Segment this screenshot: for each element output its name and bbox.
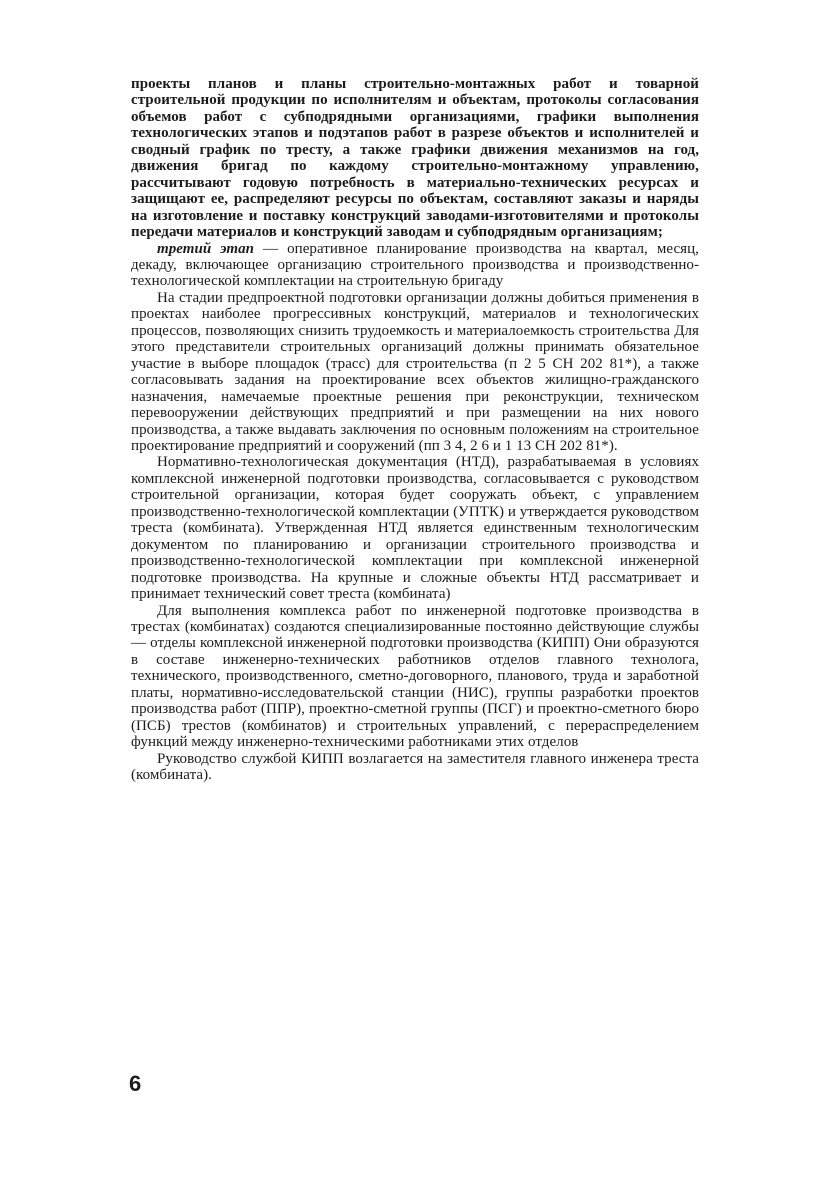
paragraph-2-lead: третий этап	[157, 240, 255, 257]
paragraph-5-text: Для выполнения комплекса работ по инженерной подготовке производства в трестах (комбинатах) создаются специализированные постоянно действующие службы — отделы комплексной инженерной подготовки производства (КИПП) Они образуются в составе инженерно-технических работников отделов главного технолога, технического, производственного, сметно-договорного, планового, труда и заработной платы, нормативно-исследовательской станции (НИС), группы разработки проектов производства работ (ППР), проектно-сметной группы (ПСГ) и проектно-сметного бюро (ПСБ) трестов (комбинатов) и строительных управлений, с перераспределением функций между инженерно-техническими работниками этих отделов	[131, 602, 699, 751]
document-page	[131, 76, 699, 783]
paragraph-1-text: проекты планов и планы строительно-монтажных работ и товарной строительной продукции по исполнителям и объектам, протоколы согласования объемов работ с субподрядными организациями, графики выполнения технологических этапов и подэтапов работ в разрезе объектов и исполнителей и сводный график по тресту, а также графики движения механизмов на год, движения бригад по каждому строительно-монтажному управлению, рассчитывают годовую потребность в материально-технических ресурсах и защищают ее, распределяют ресурсы по объектам, составляют заказы и наряды на изготовление и поставку конструкций заводами-изготовителями и протоколы передачи материалов и конструкций заводам и субподрядным организациям;	[131, 76, 699, 241]
paragraph-3	[131, 290, 699, 455]
paragraph-3-text: На стадии предпроектной подготовки организации должны добиться применения в проектах наиболее прогрессивных конструкций, материалов и технологических процессов, позволяющих снизить трудоемкость и материалоемкость строительства Для этого представители строительных организаций должны принимать обязательное участие в выборе площадок (трасс) для строительства (п 2 5 СН 202 81*), а также согласовывать задания на проектирование всех объектов жилищно-гражданского назначения, намечаемые проектные решения при реконструкции, техническом перевооружении действующих предприятий и при размещении на них нового производства, а также выдавать заключения по основным положениям на строительное проектирование предприятий и сооружений (пп 3 4, 2 6 и 1 13 СН 202 81*).	[131, 289, 699, 454]
page-number: 6	[129, 1071, 142, 1096]
paragraph-6	[131, 751, 699, 784]
paragraph-2	[131, 241, 699, 290]
paragraph-1	[131, 76, 699, 241]
paragraph-5	[131, 603, 699, 751]
paragraph-4	[131, 454, 699, 602]
paragraph-4-text: Нормативно-технологическая документация (НТД), разрабатываемая в условиях комплексной инженерной подготовки производства, согласовывается с руководством строительной организации, которая будет сооружать объект, с управлением производственно-технологической комплектации (УПТК) и утверждается руководством треста (комбината). Утвержденная НТД является единственным технологическим документом по планированию и организации строительного производства и производственно-технологической комплектации при комплексной инженерной подготовке производства. На крупные и сложные объекты НТД рассматривает и принимает технический совет треста (комбината)	[131, 454, 699, 603]
paragraph-6-text: Руководство службой КИПП возлагается на заместителя главного инженера треста (комбината).	[131, 750, 699, 784]
paragraph-2-text: — оперативное планирование производства на квартал, месяц, декаду, включающее организацию строительного производства и производственно-технологической комплектации на строительную бригаду	[131, 240, 699, 290]
